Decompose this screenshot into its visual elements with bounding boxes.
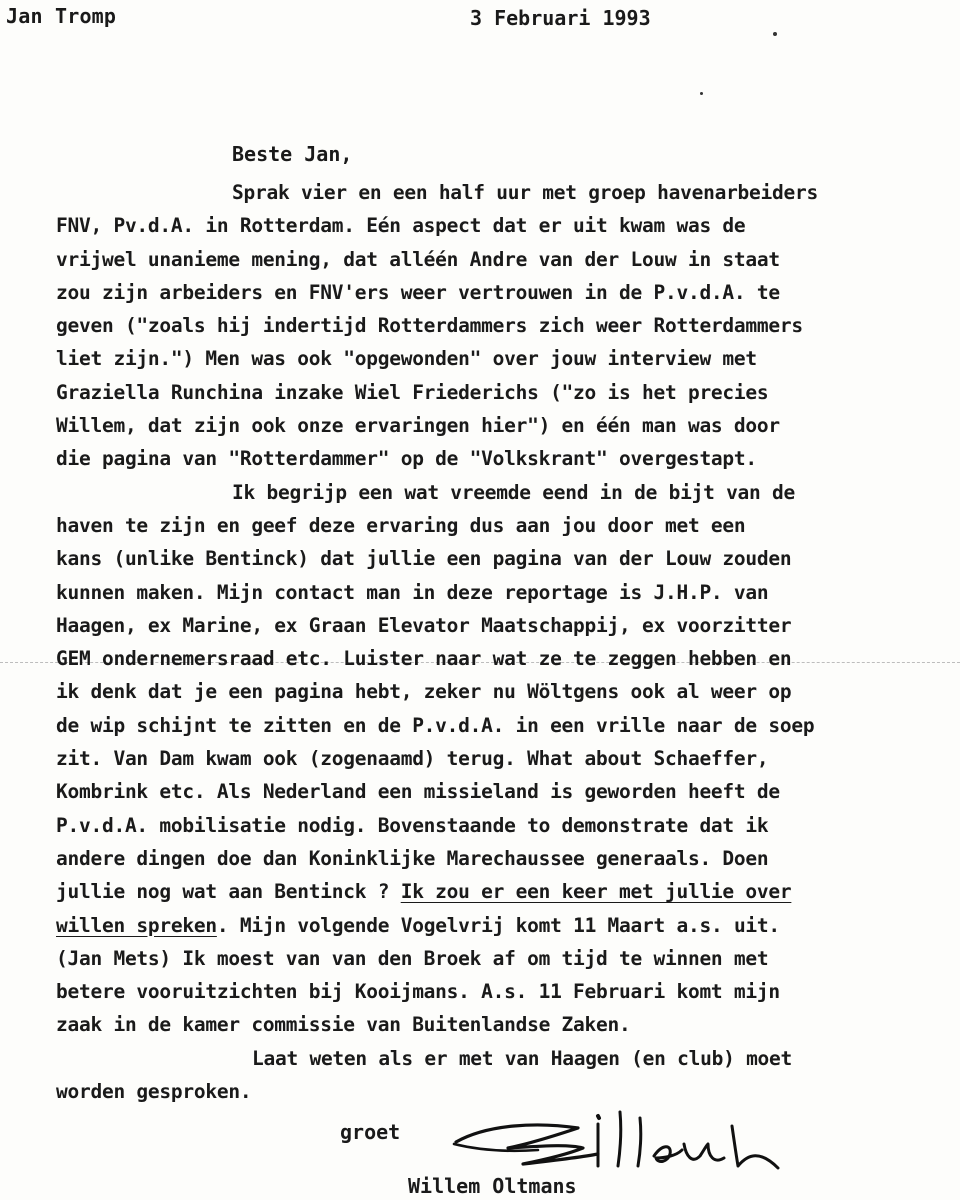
body-line [56,909,956,942]
handwritten-signature [448,1104,788,1174]
body-line: Ik begrijp een wat vreemde eend in de bijt van de [232,480,796,504]
sender-name: Jan Tromp [6,4,117,28]
body-line-text: jullie nog wat aan Bentinck ? [56,880,401,904]
body-line: Sprak vier en een half uur met groep havenarbeiders [232,181,818,204]
body-line: haven te zijn en geef deze ervaring dus aan jou door met een [56,513,746,537]
body-line: zou zijn arbeiders en FNV'ers weer vertrouwen in de P.v.d.A. te [56,280,780,304]
body-line: zaak in de kamer commissie van Buitenlandse Zaken. [56,1013,631,1037]
signer-name: Willem Oltmans [408,1174,577,1198]
body-line: (Jan Mets) Ik moest van van den Broek af om tijd te winnen met [56,946,769,970]
body-line: GEM ondernemersraad etc. Luister naar wat ze te zeggen hebben en [56,647,792,671]
body-line: die pagina van "Rotterdammer" op de "Volkskrant" overgestapt. [56,447,757,471]
body-line: betere vooruitzichten bij Kooijmans. A.s. 11 Februari komt mijn [56,980,780,1004]
underlined-phrase: willen spreken [56,913,217,937]
body-line [56,875,956,908]
closing-word: groet [340,1120,401,1144]
body-line: zit. Van Dam kwam ook (zogenaamd) terug. What about Schaeffer, [56,747,769,771]
body-line: Willem, dat zijn ook onze ervaringen hier") en één man was door [56,414,780,438]
scan-speck [773,32,777,36]
body-line: worden gesproken. [56,1080,252,1104]
body-line: P.v.d.A. mobilisatie nodig. Bovenstaande to demonstrate dat ik [56,813,769,837]
body-line: de wip schijnt te zitten en de P.v.d.A. in een vrille naar de soep [56,713,815,737]
body-line: vrijwel unanieme mening, dat alléén Andre van der Louw in staat [56,247,780,271]
letter-date: 3 Februari 1993 [470,6,651,30]
body-line: Laat weten als er met van Haagen (en club) moet [252,1046,793,1070]
body-line: FNV, Pv.d.A. in Rotterdam. Eén aspect dat er uit kwam was de [56,214,746,238]
body-line: Graziella Runchina inzake Wiel Friederichs ("zo is het precies [56,380,769,404]
body-line: kans (unlike Bentinck) dat jullie een pagina van der Louw zouden [56,547,792,571]
body-line: geven ("zoals hij indertijd Rotterdammers zich weer Rotterdammers [56,314,803,338]
body-line: ik denk dat je een pagina hebt, zeker nu Wöltgens ook al weer op [56,680,792,704]
scan-speck [700,92,703,95]
underlined-phrase: Ik zou er een keer met jullie over [400,880,792,904]
letter-body [56,176,956,1108]
body-line: Kombrink etc. Als Nederland een missieland is geworden heeft de [56,780,780,804]
body-line: andere dingen doe dan Koninklijke Marechaussee generaals. Doen [56,846,769,870]
body-line: Haagen, ex Marine, ex Graan Elevator Maatschappij, ex voorzitter [56,613,792,637]
letter-greeting: Beste Jan, [232,142,353,166]
body-line: kunnen maken. Mijn contact man in deze reportage is J.H.P. van [56,580,769,604]
body-line-text: . [216,913,229,937]
body-line-text: Mijn volgende Vogelvrij komt 11 Maart a.s. uit. [239,913,780,937]
body-line: liet zijn.") Men was ook "opgewonden" over jouw interview met [56,347,757,371]
